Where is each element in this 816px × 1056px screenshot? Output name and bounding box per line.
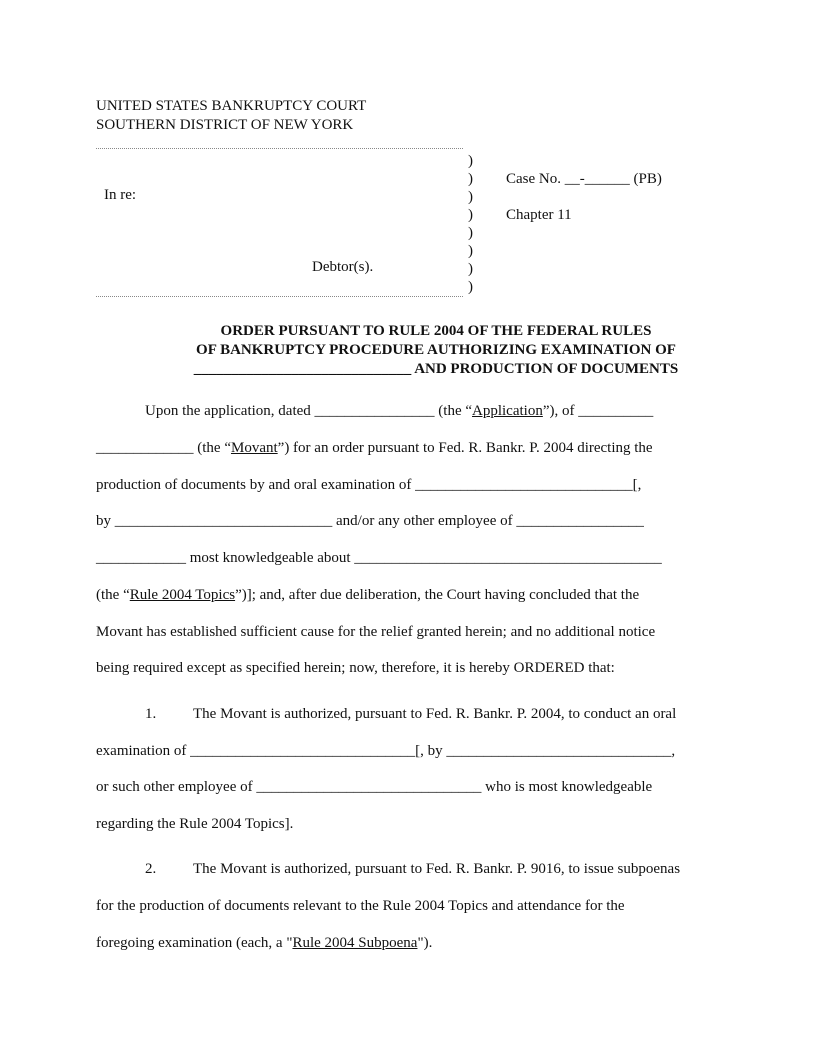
text: Upon the application, dated ________________ (the “ (145, 403, 473, 419)
defined-term-movant: Movant (230, 440, 278, 456)
caption-bottom-rule (96, 296, 463, 297)
chapter-label: Chapter 11 (506, 207, 572, 223)
order-title-line2: OF BANKRUPTCY PROCEDURE AUTHORIZING EXAMINATION OF (196, 342, 676, 358)
intro-line-2 (96, 440, 726, 457)
para1-line-2: examination of ______________________________[, by ______________________________, (96, 743, 676, 759)
caption-paren: ) (468, 171, 473, 187)
in-re-label: In re: (104, 187, 137, 203)
order-title-line3 (96, 361, 776, 378)
caption-paren: ) (468, 225, 473, 241)
text: foregoing examination (each, a " (96, 935, 293, 951)
intro-line-4: by _____________________________ and/or any other employee of _________________ (96, 513, 644, 529)
defined-term-subpoena: Rule 2004 Subpoena (292, 935, 418, 951)
para1-line-3: or such other employee of ______________________________ who is most knowledgeable (96, 779, 653, 795)
text: ”), of __________ (542, 403, 654, 419)
caption-paren: ) (468, 261, 473, 277)
text: "). (417, 935, 433, 951)
intro-line-5: ____________ most knowledgeable about _________________________________________ (96, 550, 662, 566)
intro-line-3: production of documents by and oral examination of _____________________________[, (96, 477, 642, 493)
text: ”)]; and, after due deliberation, the Court having concluded that the (235, 587, 640, 603)
order-title-line1: ORDER PURSUANT TO RULE 2004 OF THE FEDERAL RULES (220, 323, 652, 339)
intro-line-8: being required except as specified herein; now, therefore, it is hereby ORDERED that: (96, 660, 615, 676)
para1-line-4: regarding the Rule 2004 Topics]. (96, 816, 294, 832)
para2-line-2: for the production of documents relevant to the Rule 2004 Topics and attendance for the (96, 898, 625, 914)
para1-number: 1. (145, 706, 157, 722)
defined-term-application: Application (472, 403, 543, 419)
caption-paren: ) (468, 279, 473, 295)
caption-top-rule (96, 148, 463, 149)
para2-line-1: The Movant is authorized, pursuant to Fed. R. Bankr. P. 9016, to issue subpoenas (193, 861, 681, 877)
caption-paren: ) (468, 243, 473, 259)
intro-line-6 (96, 587, 726, 604)
caption-paren: ) (468, 153, 473, 169)
intro-line-7: Movant has established sufficient cause for the relief granted herein; and no additional notice (96, 624, 656, 640)
para2-number: 2. (145, 861, 157, 877)
title-tail: AND PRODUCTION OF DOCUMENTS (411, 361, 679, 377)
intro-line-1 (145, 403, 653, 420)
para2-line-3 (96, 935, 726, 952)
text: ”) for an order pursuant to Fed. R. Bankr. P. 2004 directing the (277, 440, 653, 456)
case-number: Case No. __-______ (PB) (506, 171, 662, 187)
court-district: SOUTHERN DISTRICT OF NEW YORK (96, 117, 354, 133)
caption-paren: ) (468, 189, 473, 205)
caption-paren: ) (468, 207, 473, 223)
text: (the “ (96, 587, 130, 603)
para1-line-1: The Movant is authorized, pursuant to Fed. R. Bankr. P. 2004, to conduct an oral (193, 706, 677, 722)
debtor-label: Debtor(s). (312, 259, 374, 275)
defined-term-topics: Rule 2004 Topics (129, 587, 236, 603)
title-blank: _____________________________ (193, 361, 412, 377)
text: _____________ (the “ (96, 440, 231, 456)
court-name: UNITED STATES BANKRUPTCY COURT (96, 98, 367, 114)
